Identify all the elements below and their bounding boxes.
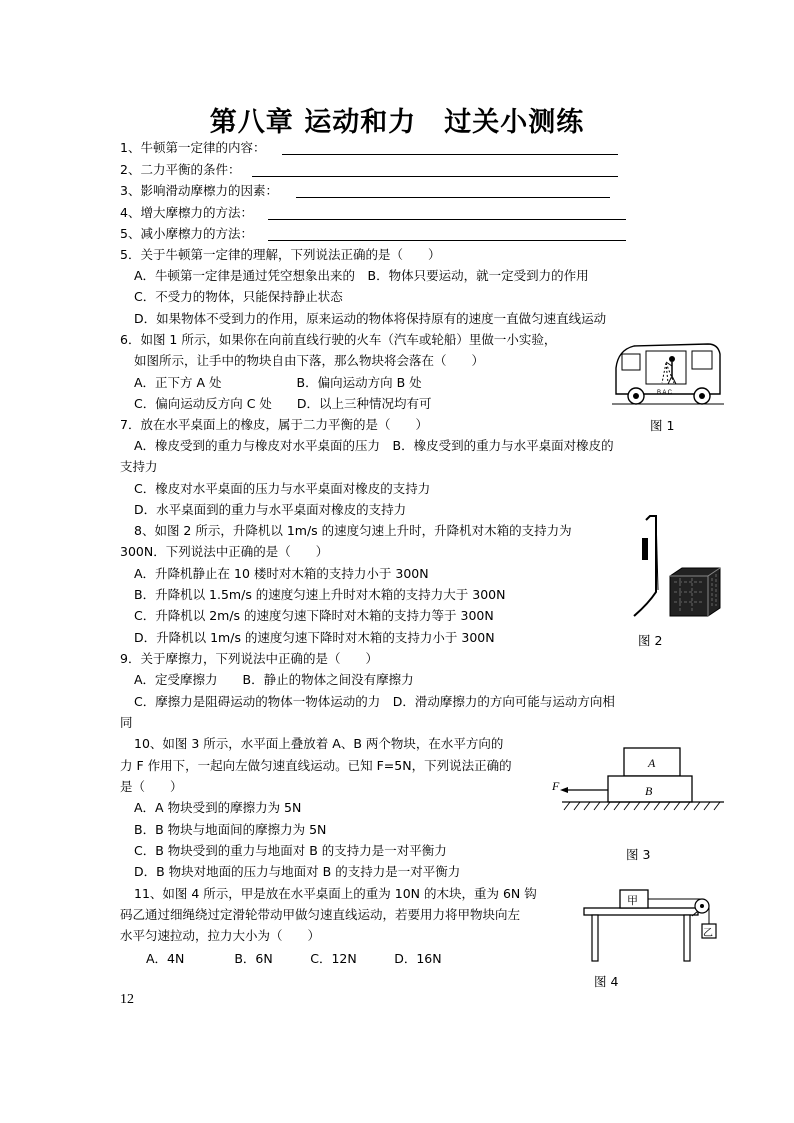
- figure-1-vehicle: [612, 338, 724, 412]
- q7-option-d: D．水平桌面到的重力与水平桌面对橡皮的支持力: [134, 502, 407, 517]
- q8-option-b: B．升降机以 1.5m/s 的速度匀速上升时对木箱的支持力大于 300N: [134, 587, 506, 602]
- figure-4-table-pulley: [578, 884, 718, 968]
- q6-option-cd: C．偏向运动反方向 C 处 D．以上三种情况均有可: [134, 396, 432, 411]
- figure-1-caption: 图 1: [650, 418, 675, 433]
- q10-option-d: D．B 物块对地面的压力与地面对 B 的支持力是一对平衡力: [134, 864, 461, 879]
- q6-stem: 6．如图 1 所示，如果你在向前直线行驶的火车（汽车或轮船）里做一小实验，: [120, 332, 557, 347]
- q11-stem-cont-2: 水平匀速拉动，拉力大小为（ ）: [120, 928, 321, 943]
- q8-option-c: C．升降机以 2m/s 的速度匀速下降时对木箱的支持力等于 300N: [134, 608, 494, 623]
- q11-stem: 11、如图 4 所示，甲是放在水平桌面上的重为 10N 的木块，重为 6N 钩: [134, 886, 537, 901]
- q9-stem: 9．关于摩擦力，下列说法中正确的是（ ）: [120, 651, 378, 666]
- figure-3-blocks: [548, 742, 726, 816]
- q10-stem: 10、如图 3 所示，水平面上叠放着 A、B 两个物块，在水平方向的: [134, 736, 504, 751]
- figure-3-caption: 图 3: [626, 847, 651, 862]
- q5-option-d: D．如果物体不受到力的作用，原来运动的物体将保持原有的速度一直做匀速直线运动: [134, 311, 607, 326]
- weight-yi-label: 乙: [703, 928, 713, 939]
- q10-stem-cont-2: 是（ ）: [120, 779, 183, 794]
- q8-stem-cont: 300N．下列说法中正确的是（ ）: [120, 544, 329, 559]
- q8-stem: 8、如图 2 所示，升降机以 1m/s 的速度匀速上升时，升降机对木箱的支持力为: [134, 523, 572, 538]
- figure-2-elevator: [628, 512, 724, 620]
- q10-option-a: A．A 物块受到的摩擦力为 5N: [134, 800, 302, 815]
- q9-option-ab: A．定受摩擦力 B．静止的物体之间没有摩擦力: [134, 672, 414, 687]
- fill-item-2: 2、二力平衡的条件：: [120, 162, 241, 177]
- answer-blank-1[interactable]: [282, 154, 618, 155]
- block-jia-label: 甲: [627, 894, 638, 907]
- answer-blank-5[interactable]: [268, 240, 626, 241]
- q9-option-cd-cont: 同: [120, 715, 133, 730]
- q7-option-ab-cont: 支持力: [120, 459, 158, 474]
- fill-item-1: 1、牛顿第一定律的内容：: [120, 140, 266, 155]
- q11-options: A．4N B．6N C．12N D．16N: [146, 951, 442, 966]
- fill-item-5: 5、减小摩檫力的方法：: [120, 226, 253, 241]
- block-b-label: B: [645, 784, 653, 798]
- q10-option-c: C．B 物块受到的重力与地面对 B 的支持力是一对平衡力: [134, 843, 447, 858]
- q9-option-cd: C．摩擦力是阻碍运动的物体一物体运动的力 D．滑动摩擦力的方向可能与运动方向相: [134, 694, 615, 709]
- q7-option-ab: A．橡皮受到的重力与橡皮对水平桌面的压力 B．橡皮受到的重力与水平桌面对橡皮的: [134, 438, 614, 453]
- q10-option-b: B．B 物块与地面间的摩擦力为 5N: [134, 822, 327, 837]
- fill-item-4: 4、增大摩檫力的方法：: [120, 205, 253, 220]
- q6-stem-cont: 如图所示，让手中的物块自由下落，那么物块将会落在（ ）: [134, 353, 485, 368]
- q7-option-c: C．橡皮对水平桌面的压力与水平桌面对橡皮的支持力: [134, 481, 431, 496]
- figure-1-floor-labels: B A C: [657, 390, 673, 396]
- answer-blank-3[interactable]: [296, 197, 610, 198]
- q5-option-ab: A．牛顿第一定律是通过凭空想象出来的 B．物体只要运动，就一定受到力的作用: [134, 268, 589, 283]
- fill-item-3: 3、影响滑动摩檫力的因素：: [120, 183, 278, 198]
- answer-blank-2[interactable]: [252, 176, 618, 177]
- block-a-label: A: [648, 756, 656, 770]
- q11-stem-cont: 码乙通过细绳绕过定滑轮带动甲做匀速直线运动，若要用力将甲物块向左: [120, 907, 521, 922]
- figure-2-caption: 图 2: [638, 633, 663, 648]
- q5-option-c: C．不受力的物体，只能保持静止状态: [134, 289, 343, 304]
- q5-stem: 5．关于牛顿第一定律的理解，下列说法正确的是（ ）: [120, 247, 441, 262]
- q8-option-d: D．升降机以 1m/s 的速度匀速下降时对木箱的支持力小于 300N: [134, 630, 495, 645]
- page-number: 12: [120, 992, 134, 1007]
- answer-blank-4[interactable]: [268, 219, 626, 220]
- q8-option-a: A．升降机静止在 10 楼时对木箱的支持力小于 300N: [134, 566, 429, 581]
- q10-stem-cont: 力 F 作用下，一起向左做匀速直线运动。已知 F=5N，下列说法正确的: [120, 758, 512, 773]
- q6-option-ab: A．正下方 A 处 B．偏向运动方向 B 处: [134, 375, 422, 390]
- figure-4-caption: 图 4: [594, 974, 619, 989]
- page-title: 第八章 运动和力 过关小测练: [209, 107, 585, 138]
- force-f-label: F: [552, 779, 560, 793]
- q7-stem: 7．放在水平桌面上的橡皮，属于二力平衡的是（ ）: [120, 417, 428, 432]
